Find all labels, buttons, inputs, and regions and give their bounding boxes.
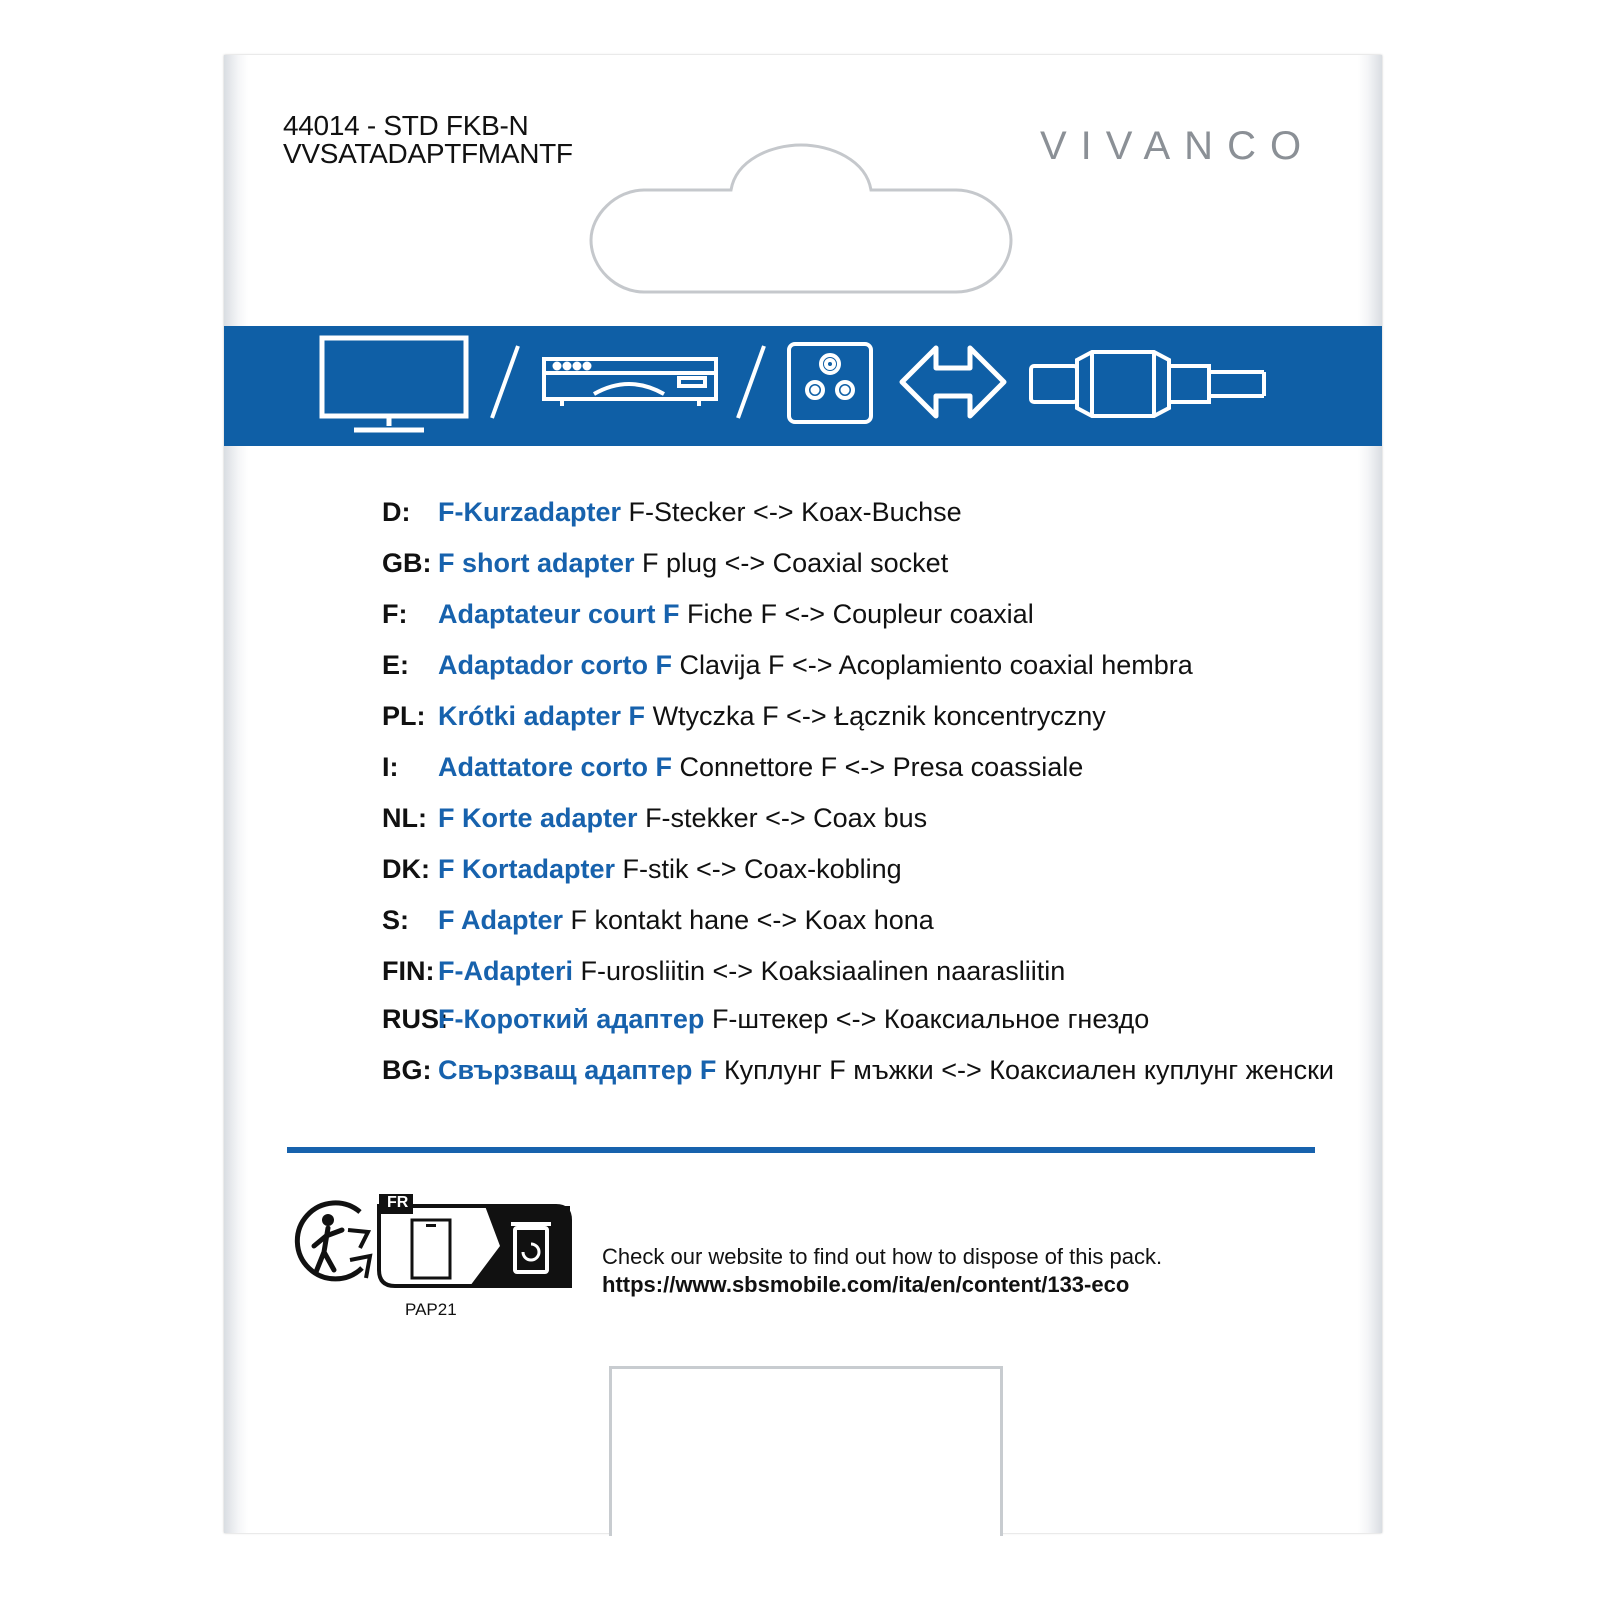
product-window — [609, 1366, 1003, 1536]
pictogram-band — [224, 326, 1382, 446]
fr-label: FR — [387, 1194, 409, 1211]
eco-text — [602, 1243, 1162, 1299]
language-code: I: — [382, 752, 399, 782]
disposal-message: Check our website to find out how to dispose of this pack. — [602, 1244, 1163, 1269]
triman-icon — [297, 1203, 370, 1279]
product-desc: F-urosliitin <-> Koaksiaalinen naarasliitin — [580, 956, 1066, 986]
product-name: F-Adapteri — [438, 956, 573, 986]
product-desc: F-stik <-> Coax-kobling — [622, 854, 902, 884]
product-name: F short adapter — [438, 548, 635, 578]
product-desc: F-штекер <-> Коаксиальное гнездо — [711, 1004, 1150, 1034]
double-arrow-icon — [902, 348, 1004, 416]
product-name: Krótki adapter F — [438, 701, 646, 731]
slash-divider — [492, 346, 518, 418]
brand-logo: VIVANCO — [1040, 124, 1316, 168]
product-desc: Wtyczka F <-> Łącznik koncentryczny — [652, 701, 1106, 731]
product-code — [283, 112, 573, 168]
disposal-url[interactable]: https://www.sbsmobile.com/ita/en/content/133-eco — [602, 1272, 1130, 1297]
language-code: RUS: — [382, 1004, 448, 1034]
language-code: S: — [382, 905, 409, 935]
hang-hole — [586, 140, 1016, 300]
language-code: E: — [382, 650, 409, 680]
eco-symbols — [290, 1190, 580, 1300]
product-desc: F kontakt hane <-> Koax hona — [570, 905, 934, 935]
product-name: F-Kurzadapter — [438, 497, 622, 527]
product-name: Adattatore corto F — [438, 752, 673, 782]
pap-label: PAP21 — [405, 1300, 457, 1319]
product-desc: Куплунг F мъжки <-> Коаксиален куплунг женски — [723, 1055, 1335, 1085]
product-name: F Kortadapter — [438, 854, 616, 884]
slash-divider — [738, 346, 764, 418]
language-code: PL: — [382, 701, 426, 731]
language-code: D: — [382, 497, 411, 527]
product-desc: F plug <-> Coaxial socket — [642, 548, 949, 578]
product-name: F-Короткий адаптер — [438, 1004, 705, 1034]
product-desc: Connettore F <-> Presa coassiale — [679, 752, 1084, 782]
tv-icon — [322, 338, 466, 430]
divider-rule — [287, 1147, 1315, 1153]
language-code: DK: — [382, 854, 430, 884]
product-name: F Adapter — [438, 905, 564, 935]
product-name: Свързващ адаптер F — [438, 1055, 717, 1085]
language-code: GB: — [382, 548, 432, 578]
product-code-line2: VVSATADAPTFMANTF — [283, 138, 573, 169]
product-desc: Fiche F <-> Coupleur coaxial — [687, 599, 1034, 629]
product-name: F Korte adapter — [438, 803, 638, 833]
product-code-line1: 44014 - STD FKB-N — [283, 110, 529, 141]
language-code: F: — [382, 599, 408, 629]
product-name: Adaptateur court F — [438, 599, 680, 629]
receiver-icon — [544, 359, 716, 406]
language-code: NL: — [382, 803, 427, 833]
f-connector-icon — [1031, 352, 1264, 416]
product-desc: F-stekker <-> Coax bus — [645, 803, 928, 833]
product-desc: F-Stecker <-> Koax-Buchse — [628, 497, 962, 527]
product-name: Adaptador corto F — [438, 650, 672, 680]
language-code: BG: — [382, 1055, 432, 1085]
wall-socket-icon — [789, 344, 871, 422]
product-desc: Clavija F <-> Acoplamiento coaxial hembra — [679, 650, 1193, 680]
language-code: FIN: — [382, 956, 435, 986]
